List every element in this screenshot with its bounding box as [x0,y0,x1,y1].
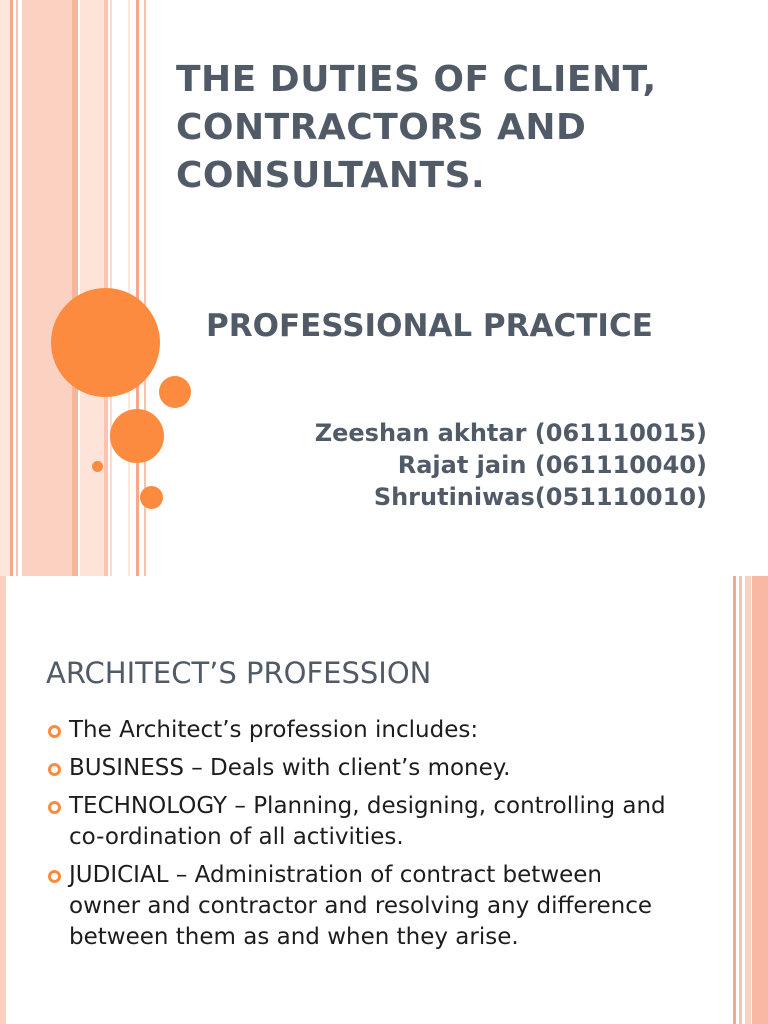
bullet-icon [48,870,61,883]
list-item [46,715,666,746]
slide-title: ARCHITECT’S PROFESSION [46,656,432,690]
author-line: Shrutiniwas(051110010) [373,483,707,511]
list-item-text: TECHNOLOGY – Planning, designing, controlling and co-ordination of all activities. [69,793,666,850]
list-item-text: The Architect’s profession includes: [69,717,479,743]
list-item [46,791,666,853]
list-item [46,753,666,784]
author-list [315,417,707,513]
list-item [46,860,666,953]
slide-subtitle: PROFESSIONAL PRACTICE [206,308,653,344]
bullet-list [46,715,666,960]
medium-circle-decoration [110,409,164,463]
bullet-icon [48,801,61,814]
tiny-circle-decoration [92,461,103,472]
small-circle-decoration-2 [140,486,163,509]
author-line: Rajat jain (061110040) [397,451,707,479]
author-line: Zeeshan akhtar (061110015) [314,419,707,447]
bullet-icon [48,725,61,738]
bullet-icon [48,763,61,776]
large-circle-decoration [51,288,160,397]
list-item-text: JUDICIAL – Administration of contract between owner and contractor and resolving any difference between them as and when they arise. [69,862,652,950]
list-item-text: BUSINESS – Deals with client’s money. [69,755,511,781]
small-circle-decoration [159,376,191,408]
slide-title: THE DUTIES OF CLIENT, CONTRACTORS AND CONSULTANTS. [176,59,657,196]
